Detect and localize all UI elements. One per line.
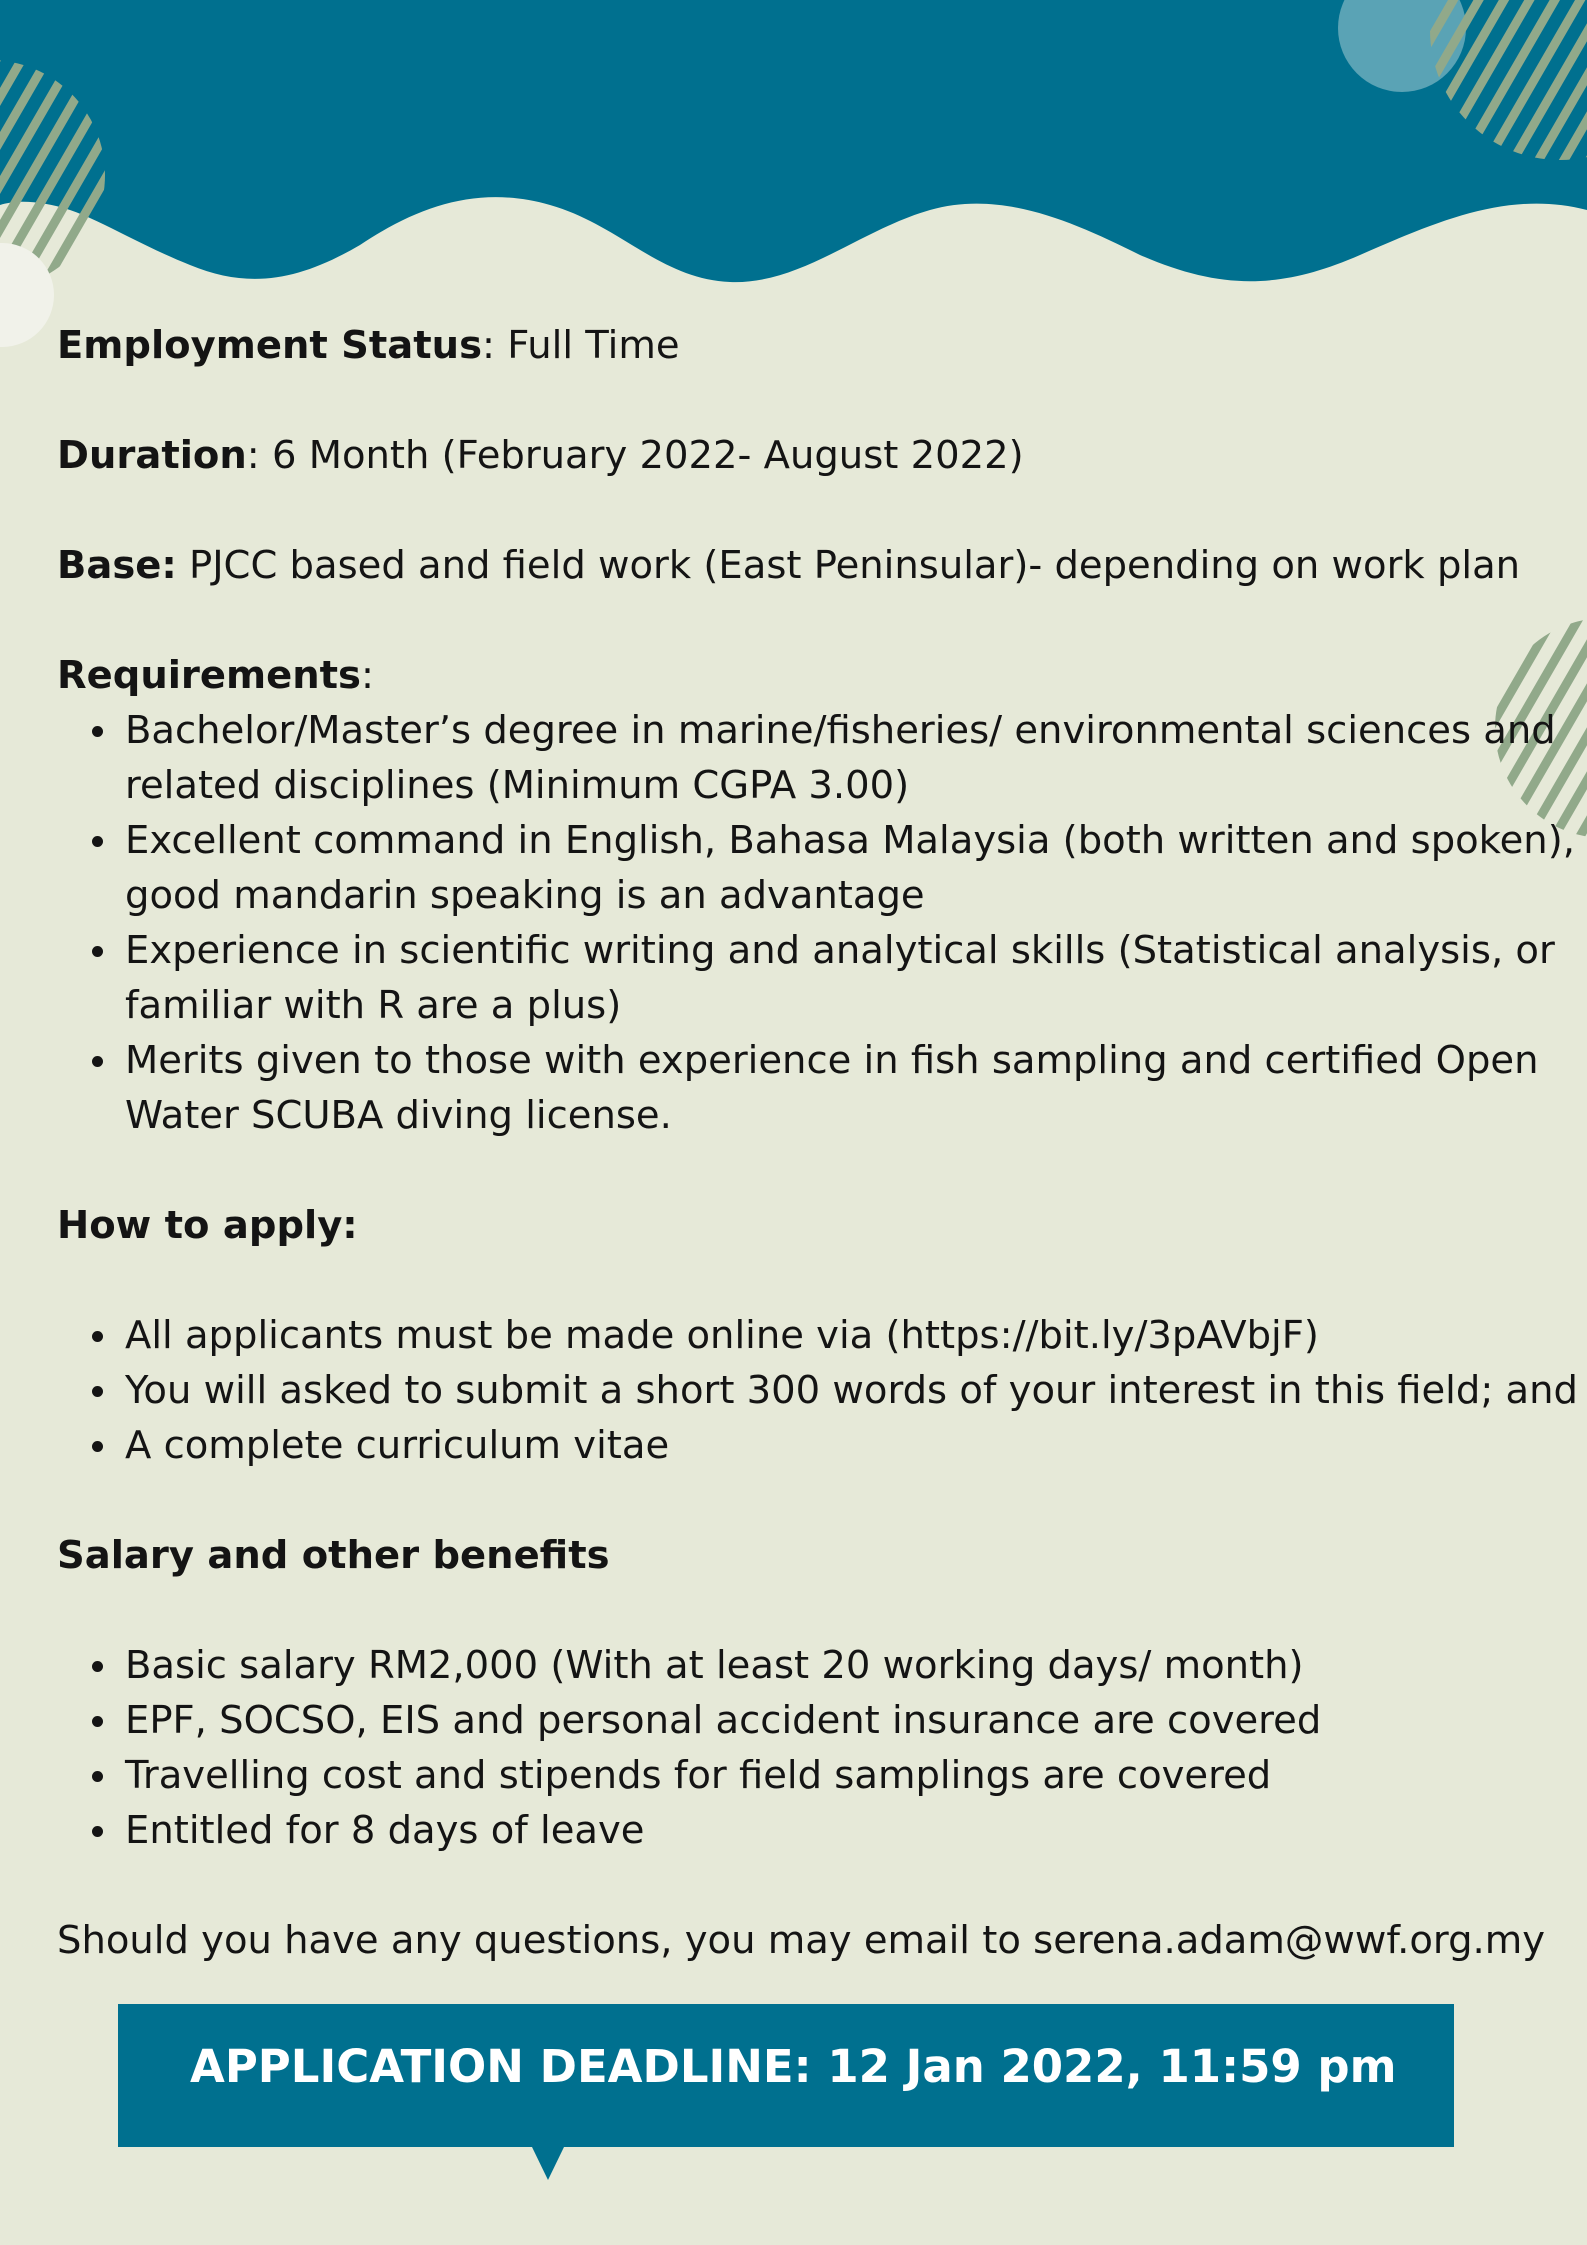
list-item: All applicants must be made online via (https://bit.ly/3pAVbjF) [57, 1308, 1547, 1363]
list-item: Excellent command in English, Bahasa Malaysia (both written and spoken), good mandarin speaking is an advantage [57, 813, 1547, 923]
employment-status [57, 318, 1547, 373]
employment-status-label: Employment Status [57, 323, 483, 368]
base-label: Base: [57, 543, 177, 588]
list-item: Bachelor/Master’s degree in marine/fisheries/ environmental sciences and related disciplines (Minimum CGPA 3.00) [57, 703, 1547, 813]
deadline-banner [118, 2004, 1454, 2147]
apply-list [57, 1308, 1578, 1473]
job-details [57, 318, 1578, 1968]
duration-label: Duration [57, 433, 247, 478]
duration [57, 428, 1547, 483]
deadline-text: APPLICATION DEADLINE: 12 Jan 2022, 11:59 pm [190, 2040, 1397, 2093]
employment-status-value: : Full Time [482, 323, 680, 368]
list-item: Merits given to those with experience in fish sampling and certified Open Water SCUBA diving license. [57, 1033, 1547, 1143]
duration-value: : 6 Month (February 2022- August 2022) [246, 433, 1024, 478]
contact-text: Should you have any questions, you may email to serena.adam@wwf.org.my [57, 1918, 1546, 1963]
list-item: Experience in scientific writing and analytical skills (Statistical analysis, or familiar with R are a plus) [57, 923, 1547, 1033]
base [57, 538, 1547, 593]
list-item: Travelling cost and stipends for field samplings are covered [57, 1748, 1547, 1803]
requirements-list [57, 703, 1575, 1143]
list-item: EPF, SOCSO, EIS and personal accident insurance are covered [57, 1693, 1547, 1748]
banner-pointer [532, 2147, 564, 2180]
list-item: You will asked to submit a short 300 words of your interest in this field; and [57, 1363, 1547, 1418]
salary-heading: Salary and other benefits [57, 1533, 610, 1578]
how-to-apply-heading: How to apply: [57, 1203, 358, 1248]
requirements-heading: Requirements: [57, 653, 374, 698]
list-item: Entitled for 8 days of leave [57, 1803, 1547, 1858]
list-item: Basic salary RM2,000 (With at least 20 working days/ month) [57, 1638, 1547, 1693]
base-value: PJCC based and field work (East Peninsular)- depending on work plan [176, 543, 1521, 588]
salary-list [57, 1638, 1547, 1858]
list-item: A complete curriculum vitae [57, 1418, 1547, 1473]
